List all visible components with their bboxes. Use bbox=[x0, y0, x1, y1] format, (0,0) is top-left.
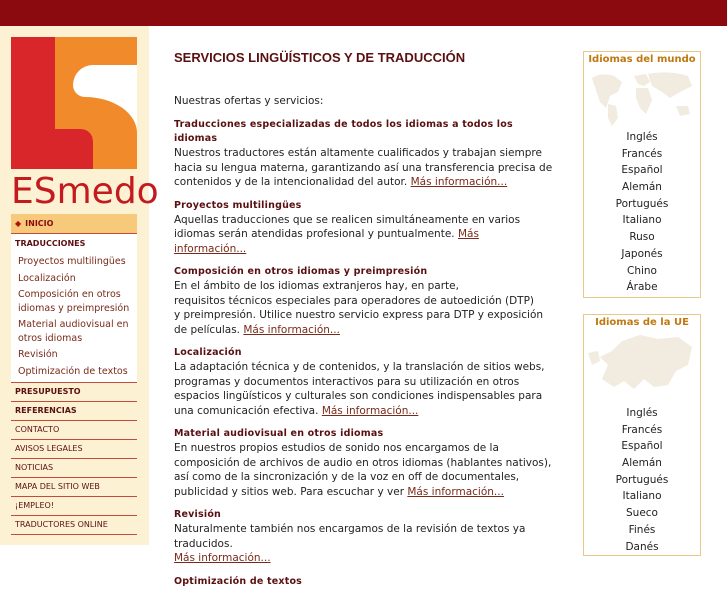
world-languages-list bbox=[584, 129, 700, 296]
list-item[interactable]: Finés bbox=[628, 523, 656, 536]
list-item[interactable]: Portugués bbox=[615, 473, 669, 486]
nav-sub-localizacion[interactable]: Localización bbox=[18, 272, 76, 284]
nav-sub-composicion[interactable]: Composición en otros idiomas y preimpresión bbox=[18, 289, 130, 314]
section-heading: Composición en otros idiomas y preimpresión bbox=[174, 266, 428, 277]
section-heading: Material audiovisual en otros idiomas bbox=[174, 428, 384, 439]
eu-languages-list bbox=[584, 405, 700, 555]
list-item[interactable]: Ruso bbox=[629, 231, 655, 244]
section-text: En nuestros propios estudios de sonido nos encargamos de la composición de archivos de audio en otros idiomas (hablantes nativos), así como de la sincronización y de la voz en off de documentales, publicidad y sitios web. Para escuchar y ver Más información... bbox=[174, 442, 552, 498]
list-item[interactable]: Chino bbox=[627, 264, 657, 277]
list-item[interactable]: Italiano bbox=[622, 490, 662, 503]
section-text: En el ámbito de los idiomas extranjeros hay, en parte, requisitos técnicos especiales para operadores de autoedición (DTP) y preimpresión. Utilice nuestro servicio express para DTP y exposición de películas. Más información... bbox=[174, 280, 544, 336]
nav-sub-audiovisual[interactable]: Material audiovisual en otros idiomas bbox=[18, 319, 129, 344]
nav-section-traducciones bbox=[11, 234, 137, 383]
section-text: Aquellas traducciones que se realicen simultáneamente en varios idiomas serán atendidas profesional y puntualmente. Más información... bbox=[174, 213, 521, 255]
nav-traductores-online[interactable]: TRADUCTORES ONLINE bbox=[11, 516, 137, 535]
more-info-link[interactable]: Más información... bbox=[243, 323, 340, 336]
list-item[interactable]: Español bbox=[621, 440, 663, 453]
nav-traducciones[interactable]: TRADUCCIONES bbox=[15, 239, 86, 248]
nav-contacto[interactable]: CONTACTO bbox=[11, 421, 137, 440]
list-item[interactable]: Inglés bbox=[626, 131, 658, 143]
nav-sub-proyectos[interactable]: Proyectos multilingües bbox=[18, 256, 126, 267]
service-section bbox=[174, 199, 554, 257]
more-info-link[interactable]: Más información... bbox=[321, 404, 419, 417]
intro-text: Nuestras ofertas y servicios: bbox=[174, 95, 324, 107]
nav-empleo[interactable]: ¡EMPLEO! bbox=[11, 497, 137, 516]
page-title: SERVICIOS LINGÜÍSTICOS Y DE TRADUCCIÓN bbox=[174, 50, 466, 65]
main-content bbox=[174, 50, 554, 589]
section-heading: Optimización de textos bbox=[174, 575, 303, 587]
list-item[interactable]: Español bbox=[621, 164, 663, 177]
europe-map-icon bbox=[584, 331, 700, 405]
list-item[interactable]: Danés bbox=[625, 540, 659, 553]
service-section bbox=[174, 346, 554, 418]
more-info-link[interactable]: Más información... bbox=[174, 228, 479, 255]
logo-text: ESmedo bbox=[11, 171, 159, 212]
world-map-icon bbox=[584, 68, 700, 129]
nav-home[interactable] bbox=[11, 214, 137, 234]
main-navigation bbox=[11, 214, 137, 535]
eu-languages-title: Idiomas de la UE bbox=[595, 317, 689, 328]
list-item[interactable]: Francés bbox=[621, 423, 663, 436]
list-item[interactable]: Francés bbox=[621, 147, 663, 160]
top-bar bbox=[0, 0, 727, 26]
nav-noticias[interactable]: NOTICIAS bbox=[11, 459, 137, 478]
nav-mapa-sitio[interactable]: MAPA DEL SITIO WEB bbox=[11, 478, 137, 497]
nav-avisos-legales[interactable]: AVISOS LEGALES bbox=[11, 440, 137, 459]
list-item[interactable]: Portugués bbox=[615, 197, 669, 210]
world-languages-box bbox=[583, 51, 701, 298]
more-info-link[interactable]: Más información... bbox=[410, 176, 508, 188]
list-item[interactable]: Italiano bbox=[622, 214, 662, 227]
section-heading: Traducciones especializadas de todos los idiomas a todos los idiomas bbox=[174, 119, 513, 144]
list-item[interactable]: Alemán bbox=[622, 457, 662, 470]
section-heading: Proyectos multilingües bbox=[174, 199, 302, 211]
nav-home-label: INICIO bbox=[25, 219, 54, 228]
nav-presupuesto[interactable]: PRESUPUESTO bbox=[11, 383, 137, 402]
list-item[interactable]: Inglés bbox=[626, 407, 658, 419]
eu-languages-box bbox=[583, 314, 701, 556]
nav-referencias[interactable]: REFERENCIAS bbox=[11, 402, 137, 421]
section-text: Naturalmente también nos encargamos de la revisión de textos ya traducidos. Más información... bbox=[174, 523, 526, 564]
section-text: La adaptación técnica y de contenidos, y la translación de sitios webs, programas y documentos interactivos para su utilización en otros espacios lingüísticos y culturales son condiciones indispensables para una comunicación efectiva. Más información... bbox=[174, 361, 545, 417]
esmedo-logo[interactable] bbox=[11, 37, 159, 212]
list-item[interactable]: Árabe bbox=[626, 281, 658, 294]
section-heading: Localización bbox=[174, 347, 242, 358]
section-heading: Revisión bbox=[174, 509, 222, 520]
service-section bbox=[174, 508, 554, 566]
nav-sub-optimizacion[interactable]: Optimización de textos bbox=[11, 364, 137, 384]
diamond-bullet-icon: ◆ bbox=[15, 219, 22, 228]
world-languages-title: Idiomas del mundo bbox=[588, 54, 696, 65]
list-item[interactable]: Sueco bbox=[626, 507, 658, 520]
service-section bbox=[174, 265, 554, 337]
more-info-link[interactable]: Más información... bbox=[174, 552, 271, 564]
service-section bbox=[174, 427, 554, 499]
list-item[interactable]: Alemán bbox=[622, 181, 662, 194]
service-section bbox=[174, 118, 554, 190]
service-section bbox=[174, 575, 554, 589]
nav-sub-revision[interactable]: Revisión bbox=[18, 349, 58, 360]
section-text: Nuestros traductores están altamente cualificados y trabajan siempre hacia su lengua materna, garantizando así una transferencia precisa de contenidos y de la intencionalidad del autor. Más información... bbox=[174, 147, 553, 188]
more-info-link[interactable]: Más información... bbox=[407, 485, 504, 498]
list-item[interactable]: Japonés bbox=[621, 247, 663, 260]
